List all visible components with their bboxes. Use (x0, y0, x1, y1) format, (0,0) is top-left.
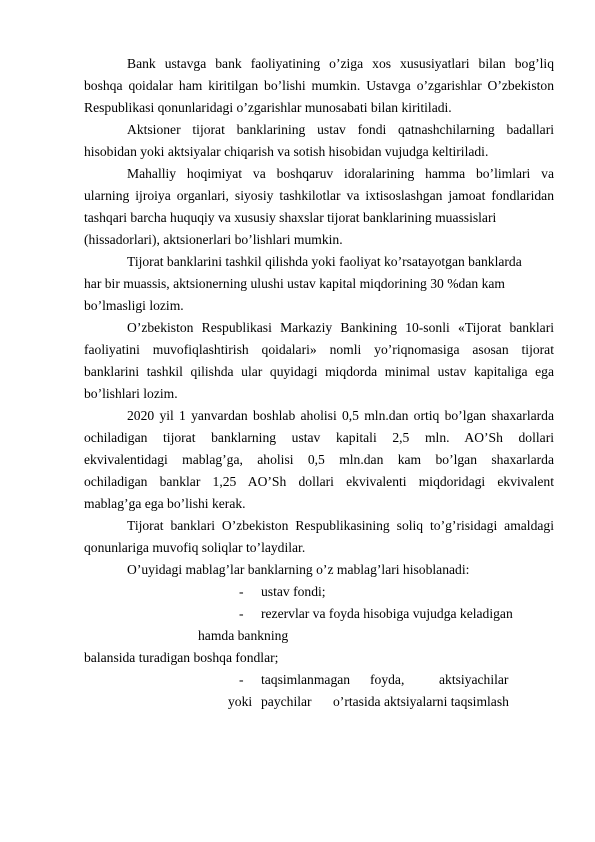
bullet-text: paychilar (261, 694, 312, 709)
paragraph-line: bo’lishlari lozim. (84, 386, 178, 401)
bullet-item (0, 670, 595, 690)
bullet-text: ustav fondi; (261, 584, 326, 599)
paragraph-line: tashqari barcha huquqiy va xususiy shaxslar tijorat banklarining muassislari (84, 210, 497, 225)
bullet-text: rezervlar va foyda hisobiga vujudga keladigan (261, 606, 513, 621)
paragraph-line: 2020 yil 1 yanvardan boshlab aholisi 0,5 mln.dan ortiq bo’lgan shaxarlarda (127, 408, 554, 423)
bullet-item (0, 582, 595, 602)
paragraph-line: ochiladigan tijorat banklarning ustav kapitali 2,5 mln. AO’Sh dollari (84, 430, 554, 445)
bullet-dash: - (239, 606, 244, 621)
paragraph-line: ekvivalentidagi mablag’ga, aholisi 0,5 mln.dan kam bo’lgan shaxarlarda (84, 452, 554, 467)
bullet-dash: - (239, 584, 244, 599)
paragraph-line: Aktsioner tijorat banklarining ustav fondi qatnashchilarning badallari (127, 122, 554, 137)
paragraph-line: boshqa qoidalar ham kiritilgan bo’lishi mumkin. Ustavga o’zgarishlar O’zbekiston (84, 78, 554, 93)
paragraph-line: Tijorat banklarini tashkil qilishda yoki faoliyat ko’rsatayotgan banklarda (127, 254, 522, 269)
bullet-text: taqsimlanmagan (261, 672, 351, 687)
bullet-dash: - (239, 672, 244, 687)
paragraph-line: hisobidan yoki aktsiyalar chiqarish va sotish hisobidan vujudga keltiriladi. (84, 144, 489, 159)
bullet-text: aktsiyachilar (439, 672, 509, 687)
paragraph-line: qonunlariga muvofiq soliqlar to’laydilar. (84, 540, 306, 555)
paragraph-line: Tijorat banklari O’zbekiston Respublikasining soliq to’g’risidagi amaldagi (127, 518, 554, 533)
paragraph-line: faoliyatini muvofiqlashtirish qoidalari» nomli yo’riqnomasiga asosan tijorat (84, 342, 554, 357)
paragraph-line: ochiladigan banklar 1,25 AO’Sh dollari ekvivalenti miqdoridagi ekvivalent (84, 474, 554, 489)
bullet-item (0, 604, 595, 624)
bullet-text: o’rtasida aktsiyalarni taqsimlash (333, 694, 509, 709)
paragraph-line: O’zbekiston Respublikasi Markaziy Bankining 10-sonli «Tijorat banklari (127, 320, 554, 335)
paragraph-line: Mahalliy hoqimiyat va boshqaruv idoralarining hamma bo’limlari va (127, 166, 554, 181)
bullet-text: yoki (228, 694, 253, 709)
paragraph-line: Respublikasi qonunlaridagi o’zgarishlar munosabati bilan kiritiladi. (84, 100, 452, 115)
bullet-text: foyda, (370, 672, 405, 687)
paragraph-line: mablag’ga ega bo’lishi kerak. (84, 496, 246, 511)
continuation-line: hamda bankning (198, 628, 289, 643)
paragraph-line: Bank ustavga bank faoliyatining o’ziga xos xususiyatlari bilan bog’liq (127, 56, 554, 71)
paragraph-line: bo’lmasligi lozim. (84, 298, 184, 313)
paragraph-line: har bir muassis, aktsionerning ulushi ustav kapital miqdorining 30 %dan kam (84, 276, 505, 291)
bullet-continuation (0, 692, 595, 712)
paragraph-line: O’uyidagi mablag’lar banklarning o’z mablag’lari hisoblanadi: (127, 562, 470, 577)
paragraph-line: balansida turadigan boshqa fondlar; (84, 650, 279, 665)
paragraph-line: banklarini tashkil qilishda ular quyidagi miqdorda minimal ustav kapitaliga ega (84, 364, 554, 379)
paragraph-line: ularning ijroiya organlari, siyosiy tashkilotlar va ixtisoslashgan jamoat fondlaridan (84, 188, 554, 203)
paragraph-line: (hissadorlari), aktsionerlari bo’lishlari mumkin. (84, 232, 343, 247)
